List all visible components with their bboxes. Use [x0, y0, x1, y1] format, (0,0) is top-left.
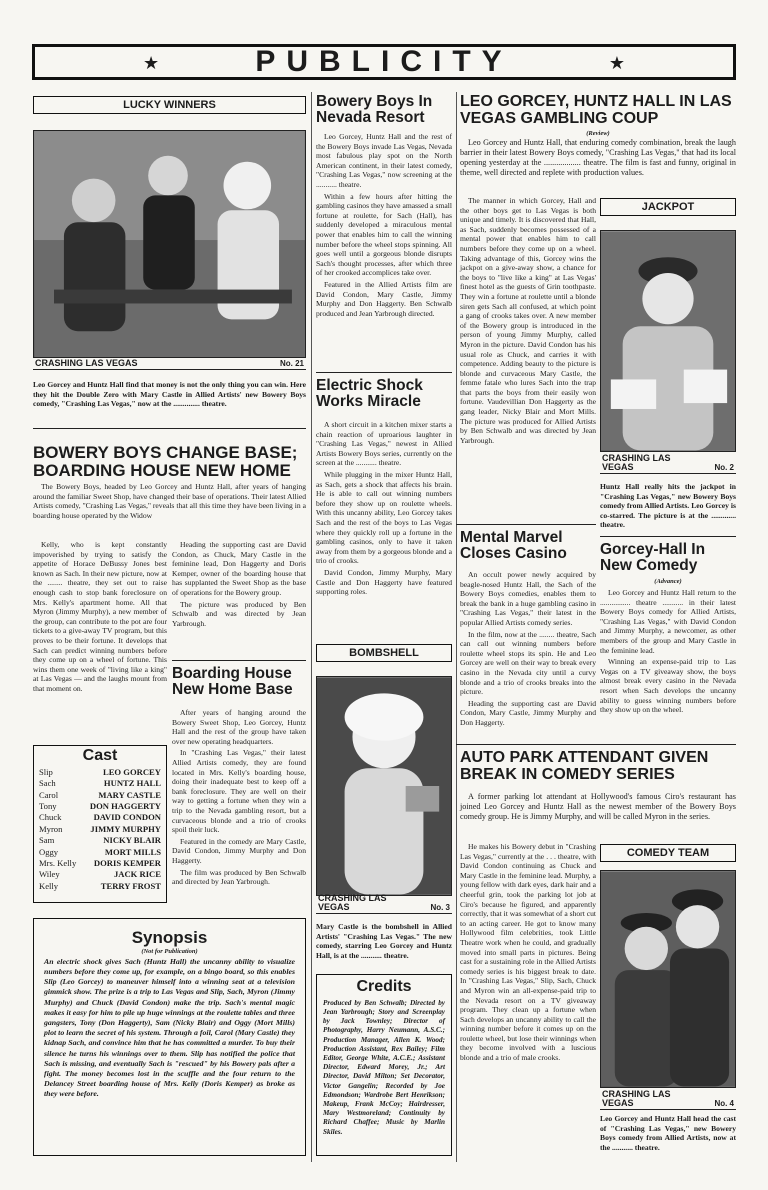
cast-box: [33, 745, 167, 903]
nevada-headline: Bowery Boys In Nevada Resort: [316, 93, 433, 127]
photo-figures-icon: [34, 131, 305, 357]
bombshell-caption: Mary Castle is the bombshell in Allied Artists' "Crashing Las Vegas." The new comedy, starring Leo Gorcey and Huntz Hall, is at the ........... theatre.: [316, 922, 452, 960]
photo-title: CRASHING LAS VEGAS: [602, 453, 671, 472]
photo-number: No. 2: [714, 463, 734, 472]
cast-role: Kelly: [39, 880, 59, 891]
cast-actor: MARY CASTLE: [98, 789, 161, 800]
lucky-winners-label: LUCKY WINNERS: [33, 96, 306, 114]
cast-actor: DAVID CONDON: [93, 812, 161, 823]
comedy-team-label: COMEDY TEAM: [600, 844, 736, 862]
bombshell-photo: [316, 676, 452, 896]
cast-row: [39, 858, 161, 869]
credits-text: Produced by Ben Schwalb; Directed by Jean Yarbrough; Story and Screenplay by Jack Townley; Director of Photography, Harry Neumann, A.S.C.; Production Manager, Allen K. Wood; Production Assistant, Rex Bailey; Film Editor, George White, A.C.E.; Assistant Director, Edward Morey, Jr.; Art Director, David Milton; Set Decorator, Victor Gangelin; Recorded by Joe Edmondson; Wardrobe Bert Henrikson; Makeup, Frank McCoy; Hairdresser, Mary Westmoreland; Continuity by Richard Chaffee; Music by Marlin Skiles.: [323, 998, 445, 1136]
section-rule: [456, 524, 596, 525]
photo-figure-icon: [601, 231, 735, 451]
base-story-left: Kelly, who is kept constantly impoverished by trying to satisfy the appetite of Horace DeBussy Jones best known as Sach. In their new picture, now at the ........ theatre, they set out to raise enough cash to stop bank foreclosure on Mrs. Kelly's apartment home. All that Myron (Jimmy Murphy), a new member of the group, can contribute to the pot are four tickets to a give-away TV program, but this proves to be their fortune. It develops that Sach can predict winning numbers before they come up on a wheel of fortune. This wins them one week of "living like a king" at Las Vegas — and the laughs mount from that moment on.: [33, 540, 167, 693]
nevada-story: Leo Gorcey, Huntz Hall and the rest of the Bowery Boys invade Las Vegas, Nevada most fabulous play spot on the North American continent, in their latest comedy, "Crashing Las Vegas," now screening at the ........... theatre. Within a few hours after hitting the gambling casinos they have amassed a small fortune at roulette, for Sach (Hall), has suddenly developed a miraculous mental power that enables him to call the winning number before the wheel stops spinning. All goes well until a gorgeous blonde disrupts Sach's thought processes, after which three of her crooked accomplices take over. Featured in the Allied Artists film are David Condon, Mary Castle, Jimmy Murphy and Don Haggerty. Ben Schwalb produced and Jean Yarbrough directed.: [316, 132, 452, 318]
cast-role: Chuck: [39, 812, 62, 823]
comedy-team-photo: [600, 870, 736, 1088]
cast-role: Carol: [39, 789, 59, 800]
cast-role: Tony: [39, 801, 57, 812]
star-icon: ★: [143, 53, 160, 73]
lucky-winners-caption: Leo Gorcey and Huntz Hall find that money is not the only thing you can win. Here they hit the Double Zero with Mary Castle in Allied Artists' new Bowery Boys comedy, "Crashing Las Vegas," now at the .............. theatre.: [33, 380, 306, 409]
base-intro: The Bowery Boys, headed by Leo Gorcey and Huntz Hall, after years of hanging around the familiar Sweet Shop, have changed their base of operations. Their latest Allied Artists comedy, "Crashing Las Vegas," reveals that all this time they have been living in a boarding house operated by the Widow: [33, 482, 306, 520]
cast-role: Mrs. Kelly: [39, 858, 77, 869]
cast-actor: LEO GORCEY: [102, 766, 161, 777]
gorcey-lead: Leo Gorcey and Huntz Hall, that enduring comedy combination, break the laugh barrier in their latest Bowery Boys comedy, "Crashing Las Vegas," that had its local opening yesterday at the .................. theatre. The film is fast and funny, original in theme, well directed and replete with production values.: [460, 138, 736, 177]
new-comedy-headline: Gorcey-Hall In New Comedy: [600, 541, 706, 575]
cast-list: [39, 767, 161, 892]
page-title: PUBLICITY: [255, 45, 513, 78]
cast-actor: MORT MILLS: [104, 846, 161, 857]
cast-actor: DON HAGGERTY: [89, 801, 161, 812]
auto-park-body: He makes his Bowery debut in "Crashing Las Vegas," currently at the . . . theatre, with David Condon continuing as Chuck and Mary Castle in the feminine lead. Murphy, a young fellow with dark eyes, dark hair and a cheerful grin, took the parking lot job at Ciro's because he figured, and apparently correctly, that it was somewhat of a short cut to an acting career. He got to know many Hollywood film celebrities, took Little Theatre work when he could, and gradually moved into small parts in pictures. Being cast for a sustaining role in the Allied Artists comedy series is his biggest break to date. In "Crashing Las Vegas," Slip, Sach, Chuck and Myron win an all-expense-paid trip to the Nevada resort on a TV giveaway program. They clean up a fortune when Sach develops an uncanny ability to call the winning number before it comes up on the roulette wheel, but lose their winnings when they become involved with a luscious blonde and a trio of male crooks.: [460, 842, 596, 1063]
gorcey-body: The manner in which Gorcey, Hall and the other boys get to Las Vegas is both unique and timely. It is discovered that Hall, as Sach, suddenly becomes possessed of a mental power that enables him to call numbers before they come up on a wheel. Taking advantage of this, Gorcey wins the jackpot on a give-away show, a chance for the boys to "live like a king" at Las Vegas' finest hotel as the guests of Grin toothpaste. They win a fortune at roulette until a blonde siren gets Sach all confused, at which point a gang of crooks takes over. A new member of the Bowery group is introduced in the person of young Jimmy Murphy, called Myron in the picture. David Condon has his usual role as Chuck, and carries it with competence. Adding beauty to the picture is blonde and curvaceous Mary Castle, the femme fatale who lures Sach into the trap that parts the boys from their easily won fortune. Vaudevillian Don Haggerty as the gang leader, Nicky Blair and Mort Mills. The picture was produced for Allied Artists by Ben Schwalb and was directed by Jean Yarbrough.: [460, 196, 596, 445]
synopsis-box: [33, 918, 306, 1156]
cast-actor: TERRY FROST: [100, 880, 161, 891]
publicity-banner: [32, 44, 736, 80]
auto-park-headline: AUTO PARK ATTENDANT GIVEN BREAK IN COMEDY SERIES: [460, 749, 709, 783]
cast-row: [39, 778, 161, 789]
cast-title: Cast: [82, 747, 118, 764]
auto-park-lead: A former parking lot attendant at Hollywood's famous Ciro's restaurant has joined Leo Gorcey and Huntz Hall as the newest member of the Bowery Boys comedy group. He is Jimmy Murphy, and will be called Myron in the series.: [460, 792, 736, 821]
credits-title: Credits: [356, 978, 412, 995]
cast-role: Myron: [39, 823, 63, 834]
photo-figures-icon: [601, 871, 735, 1087]
photo-title: CRASHING LAS VEGAS: [318, 893, 387, 912]
column-divider: [311, 92, 312, 1162]
new-comedy-story: Leo Gorcey and Huntz Hall return to the ................ theatre ........... in their latest Bowery Boys comedy for Allied Artists, "Crashing Las Vegas," with David Condon and Jimmy Murphy, a newcomer, as other members of the group and Mary Castle in the feminine lead. Winning an expense-paid trip to Las Vegas on a TV giveaway show, the boys almost break every casino in the Nevada resort when Sach develops the uncanny ability to guess winning numbers before they show up on the wheel.: [600, 588, 736, 715]
cast-role: Wiley: [39, 869, 60, 880]
base-headline: BOWERY BOYS CHANGE BASE; BOARDING HOUSE NEW HOME: [33, 443, 298, 480]
photo-number: No. 21: [279, 359, 304, 368]
bombshell-label: BOMBSHELL: [316, 644, 452, 662]
cast-row: [39, 767, 161, 778]
mental-headline: Mental Marvel Closes Casino: [460, 529, 567, 563]
section-rule: [600, 536, 736, 537]
comedy-team-caption: Leo Gorcey and Huntz Hall head the cast of "Crashing Las Vegas," new Bowery Boys comedy from Allied Artists, now at the ........... theatre.: [600, 1114, 736, 1152]
section-rule: [316, 372, 452, 373]
column-divider: [456, 92, 457, 1162]
shock-story: A short circuit in a kitchen mixer starts a chain reaction of uproarious laughter in "Crashing Las Vegas," newest in Allied Artists Bowery Boys series, currently on the screen at the ........... theatre. While plugging in the mixer Huntz Hall, as Sach, gets a shock that affects his brain. He is able to call out winning numbers before they show up on roulette wheels. With this uncanny ability, Leo Gorcey takes Sach and the rest of the boys to Las Vegas where they quickly roll up a fortune in the gambling casinos, only to have it taken away from them by a gorgeous blonde and a trio of crooks. David Condon, Jimmy Murphy, Mary Castle and Don Haggerty have featured supporting roles.: [316, 420, 452, 597]
review-tag: (Review): [586, 130, 610, 137]
cast-row: [39, 847, 161, 858]
jackpot-label: JACKPOT: [600, 198, 736, 216]
cast-row: [39, 824, 161, 835]
credits-box: [316, 974, 452, 1156]
jackpot-caption: Huntz Hall really hits the jackpot in "Crashing Las Vegas," new Bowery Boys comedy from Allied Artists. Leo Gorcey is co-starred. The picture is at the ............. theatre.: [600, 482, 736, 530]
cast-actor: JIMMY MURPHY: [90, 823, 161, 834]
cast-row: [39, 881, 161, 892]
section-rule: [456, 744, 736, 745]
cast-role: Sach: [39, 778, 56, 789]
star-icon: ★: [608, 53, 625, 73]
photo-number: No. 3: [430, 903, 450, 912]
synopsis-text: An electric shock gives Sach (Huntz Hall) the uncanny ability to visualize numbers before they come up, for example, on a bingo board, so this enables Slip (Leo Gorcey) to maneuver himself into a winning seat at a television gimmick show. The prize is a trip to Las Vegas and Slip, Sach, Myron (Jimmy Murphy) and Chuck (David Condon) make the trip. Sach's mental magic makes it easy for him to pile up huge winnings at the roulette tables and three gangsters, Tony (Don Haggerty), Sam (Nicky Blair) and Oggy (Mort Mills) plot to learn the secret of his system. Through a foil, Carol (Mary Castle) they kidnap Sach, and convince him that he has committed a murder. To buy their silence he turns his winnings over to them. Slip has notified the police that Sach is missing, and eventually Sach is "rescued" by his Bowery pals after a fight. The money becomes lost in the scuffle and the four return to the Delancey Street boarding house of Mrs. Kelly (Doris Kemper) as broke as they were before.: [44, 956, 295, 1099]
mental-story: An occult power newly acquired by beagle-nosed Huntz Hall, the Sach of the Bowery Boys comedies, enables them to break the bank in a huge gambling casino in "Crashing Las Vegas," their latest in the popular Allied Artists comedy series. In the film, now at the ........ theatre, Sach can call out winning numbers before roulette wheel stops its spin. He and Leo Gorcey are well on their way to break every casino in the Nevada city until a curvy blonde and a trio of crooks breaks into the picture. Heading the supporting cast are David Condon, Mary Castle, Jimmy Murphy and Don Haggerty.: [460, 570, 596, 727]
section-rule: [172, 660, 306, 661]
synopsis-subtitle: (Not for Publication): [141, 947, 198, 955]
lucky-winners-photo: [33, 130, 306, 358]
photo-title: CRASHING LAS VEGAS: [35, 358, 138, 368]
base-story-right: Heading the supporting cast are David Condon, as Chuck, Mary Castle in the feminine lead, Don Haggerty and Doris Kemper, owner of the boarding house that has supplanted the Sweet Shop as the base of operations for the Bowery group. The picture was produced by Ben Schwalb and was directed by Jean Yarbrough.: [172, 540, 306, 628]
photo-figure-icon: [317, 677, 451, 895]
cast-role: Oggy: [39, 846, 59, 857]
photo-title: CRASHING LAS VEGAS: [602, 1089, 671, 1108]
cast-row: [39, 801, 161, 812]
photo-number: No. 4: [714, 1099, 734, 1108]
boarding-story: After years of hanging around the Bowery Sweet Shop, Leo Gorcey, Huntz Hall and the rest of the group have taken over new operating headquarters. In "Crashing Las Vegas," their latest Allied Artists comedy, they are found located in Mrs. Kelly's boarding house, doing their inadequate best to keep off a bank foreclosure. They are well on their way to getting a fortune when they win a trip to the Nevada gambling resort, but a curvaceous blonde and a trio of crooks spoil their luck. Featured in the comedy are Mary Castle, David Condon, Jimmy Murphy and Don Haggerty. The film was produced by Ben Schwalb and directed by Jean Yarbrough.: [172, 708, 306, 887]
shock-headline: Electric Shock Works Miracle: [316, 377, 423, 411]
gorcey-headline: LEO GORCEY, HUNTZ HALL IN LAS VEGAS GAMBLING COUP: [460, 93, 732, 127]
cast-row: [39, 869, 161, 880]
cast-actor: HUNTZ HALL: [103, 778, 161, 789]
cast-row: [39, 835, 161, 846]
cast-row: [39, 812, 161, 823]
cast-actor: NICKY BLAIR: [103, 835, 161, 846]
section-rule: [33, 428, 306, 429]
synopsis-title: Synopsis: [131, 928, 208, 947]
jackpot-photo: [600, 230, 736, 452]
cast-row: [39, 790, 161, 801]
boarding-headline: Boarding House New Home Base: [172, 665, 293, 699]
cast-actor: DORIS KEMPER: [93, 858, 161, 869]
advance-tag: (Advance): [654, 578, 682, 585]
cast-role: Sam: [39, 835, 55, 846]
cast-role: Slip: [39, 766, 53, 777]
cast-actor: JACK RICE: [113, 869, 161, 880]
